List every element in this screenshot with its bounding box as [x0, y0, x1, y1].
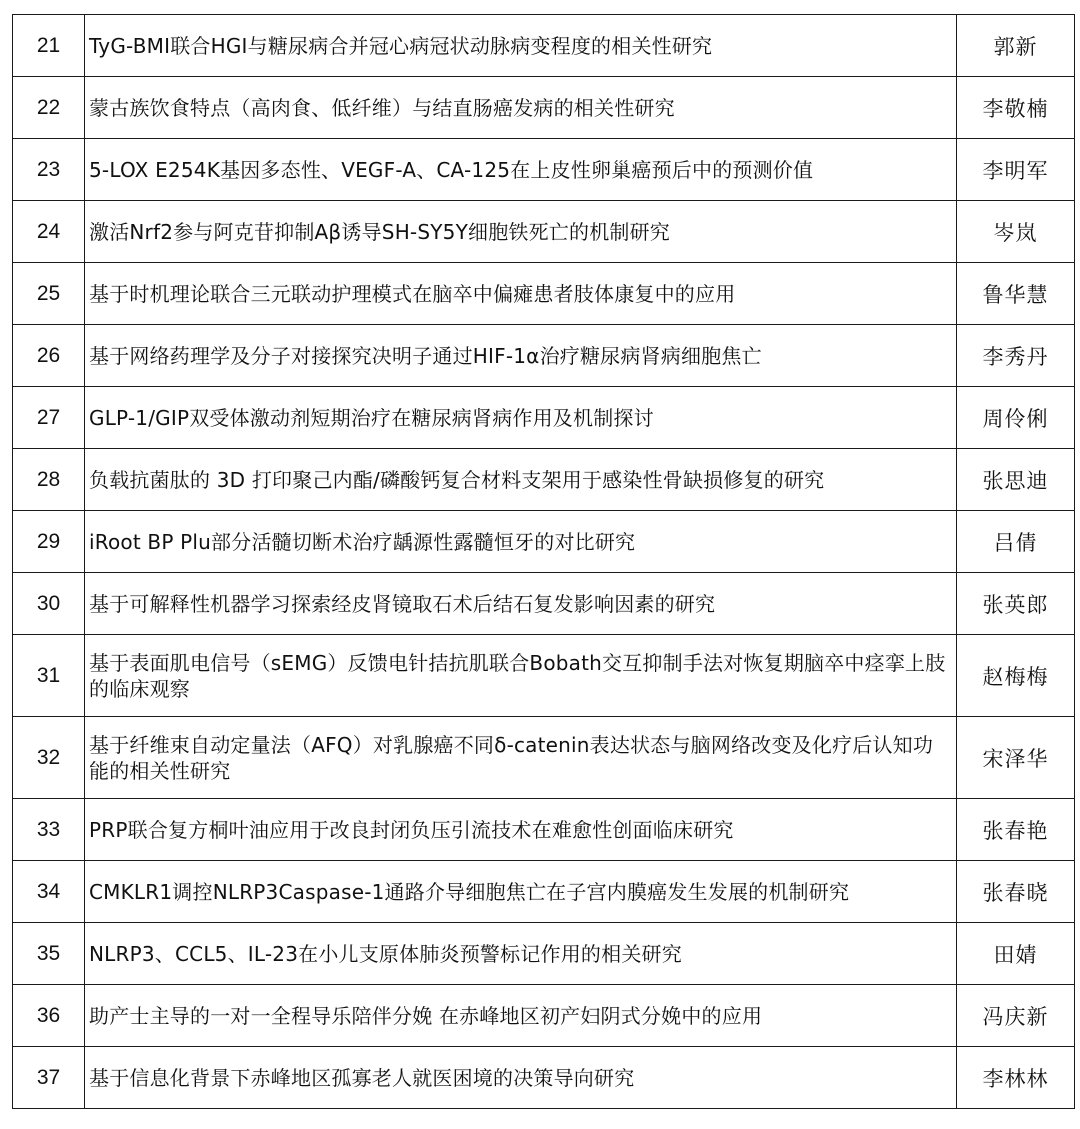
- project-table: [12, 14, 1075, 1109]
- applicant-name: 冯庆新: [957, 985, 1075, 1047]
- row-number: 32: [13, 717, 85, 799]
- project-title: 基于可解释性机器学习探索经皮肾镜取石术后结石复发影响因素的研究: [85, 573, 957, 635]
- row-number: 34: [13, 861, 85, 923]
- applicant-name: 张春艳: [957, 799, 1075, 861]
- table-row: [13, 573, 1075, 635]
- table-row: [13, 201, 1075, 263]
- applicant-name: 田婧: [957, 923, 1075, 985]
- project-title: 负载抗菌肽的 3D 打印聚己内酯/磷酸钙复合材料支架用于感染性骨缺损修复的研究: [85, 449, 957, 511]
- row-number: 35: [13, 923, 85, 985]
- table-row: [13, 861, 1075, 923]
- row-number: 26: [13, 325, 85, 387]
- applicant-name: 李明军: [957, 139, 1075, 201]
- project-title: 基于信息化背景下赤峰地区孤寡老人就医困境的决策导向研究: [85, 1047, 957, 1109]
- project-title: 5-LOX E254K基因多态性、VEGF-A、CA-125在上皮性卵巢癌预后中的预测价值: [85, 139, 957, 201]
- table-row: [13, 717, 1075, 799]
- table-row: [13, 139, 1075, 201]
- project-title: 助产士主导的一对一全程导乐陪伴分娩 在赤峰地区初产妇阴式分娩中的应用: [85, 985, 957, 1047]
- project-title: 基于表面肌电信号（sEMG）反馈电针拮抗肌联合Bobath交互抑制手法对恢复期脑卒中痉挛上肢的临床观察: [85, 635, 957, 717]
- project-title: PRP联合复方桐叶油应用于改良封闭负压引流技术在难愈性创面临床研究: [85, 799, 957, 861]
- applicant-name: 宋泽华: [957, 717, 1075, 799]
- row-number: 36: [13, 985, 85, 1047]
- applicant-name: 岑岚: [957, 201, 1075, 263]
- row-number: 21: [13, 15, 85, 77]
- table-row: [13, 325, 1075, 387]
- row-number: 25: [13, 263, 85, 325]
- table-row: [13, 799, 1075, 861]
- table-row: [13, 511, 1075, 573]
- applicant-name: 郭新: [957, 15, 1075, 77]
- row-number: 23: [13, 139, 85, 201]
- applicant-name: 李敬楠: [957, 77, 1075, 139]
- applicant-name: 李林林: [957, 1047, 1075, 1109]
- row-number: 37: [13, 1047, 85, 1109]
- row-number: 31: [13, 635, 85, 717]
- project-title: 基于网络药理学及分子对接探究决明子通过HIF-1α治疗糖尿病肾病细胞焦亡: [85, 325, 957, 387]
- project-title: GLP-1/GIP双受体激动剂短期治疗在糖尿病肾病作用及机制探讨: [85, 387, 957, 449]
- applicant-name: 张思迪: [957, 449, 1075, 511]
- table-row: [13, 985, 1075, 1047]
- row-number: 22: [13, 77, 85, 139]
- results-sheet: [12, 14, 1074, 1109]
- row-number: 27: [13, 387, 85, 449]
- table-row: [13, 923, 1075, 985]
- table-row: [13, 15, 1075, 77]
- applicant-name: 鲁华慧: [957, 263, 1075, 325]
- applicant-name: 周伶俐: [957, 387, 1075, 449]
- project-title: 基于时机理论联合三元联动护理模式在脑卒中偏瘫患者肢体康复中的应用: [85, 263, 957, 325]
- project-title: iRoot BP Plu部分活髓切断术治疗龋源性露髓恒牙的对比研究: [85, 511, 957, 573]
- table-row: [13, 635, 1075, 717]
- applicant-name: 张春晓: [957, 861, 1075, 923]
- project-title: NLRP3、CCL5、IL-23在小儿支原体肺炎预警标记作用的相关研究: [85, 923, 957, 985]
- table-row: [13, 387, 1075, 449]
- project-title: 基于纤维束自动定量法（AFQ）对乳腺癌不同δ-catenin表达状态与脑网络改变及化疗后认知功能的相关性研究: [85, 717, 957, 799]
- row-number: 29: [13, 511, 85, 573]
- row-number: 28: [13, 449, 85, 511]
- table-row: [13, 449, 1075, 511]
- project-title: 激活Nrf2参与阿克苷抑制Aβ诱导SH-SY5Y细胞铁死亡的机制研究: [85, 201, 957, 263]
- table-row: [13, 77, 1075, 139]
- applicant-name: 张英郎: [957, 573, 1075, 635]
- applicant-name: 吕倩: [957, 511, 1075, 573]
- project-title: 蒙古族饮食特点（高肉食、低纤维）与结直肠癌发病的相关性研究: [85, 77, 957, 139]
- project-title: CMKLR1调控NLRP3Caspase-1通路介导细胞焦亡在子宫内膜癌发生发展的机制研究: [85, 861, 957, 923]
- table-row: [13, 263, 1075, 325]
- project-title: TyG-BMI联合HGI与糖尿病合并冠心病冠状动脉病变程度的相关性研究: [85, 15, 957, 77]
- row-number: 33: [13, 799, 85, 861]
- row-number: 24: [13, 201, 85, 263]
- row-number: 30: [13, 573, 85, 635]
- applicant-name: 赵梅梅: [957, 635, 1075, 717]
- applicant-name: 李秀丹: [957, 325, 1075, 387]
- table-row: [13, 1047, 1075, 1109]
